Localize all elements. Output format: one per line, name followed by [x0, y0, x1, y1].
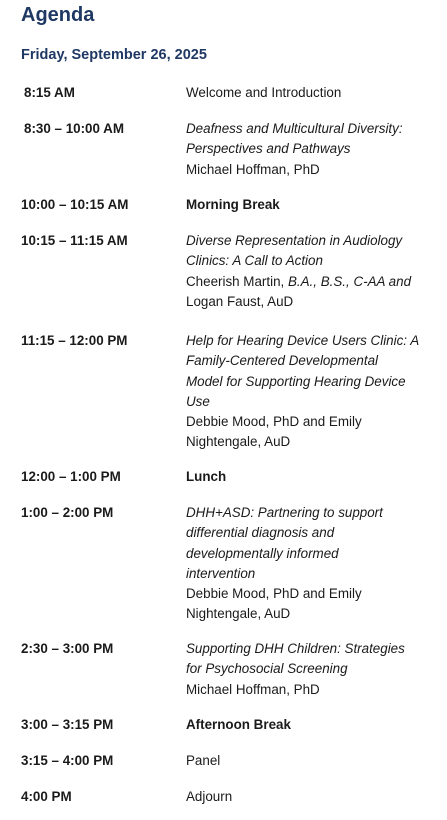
session-speaker: Nightengale, AuD — [186, 606, 291, 622]
session-title: Supporting DHH Children: Strategies — [186, 641, 405, 656]
session-content — [186, 787, 436, 807]
session-title: Welcome and Introduction — [186, 85, 342, 100]
session-title: Adjourn — [186, 789, 233, 804]
session-title: DHH+ASD: Partnering to support — [186, 505, 383, 520]
session-title: Model for Supporting Hearing Device — [186, 373, 406, 389]
session-speaker — [186, 272, 436, 292]
session-title: Afternoon Break — [186, 717, 291, 732]
session-title: Use — [186, 393, 210, 409]
session-content — [186, 119, 436, 180]
session-title: Diverse Representation in Audiology — [186, 233, 403, 248]
session-time: 1:00 – 2:00 PM — [21, 505, 114, 520]
session-time: 3:15 – 4:00 PM — [21, 753, 114, 768]
session-title: Help for Hearing Device Users Clinic: A — [186, 333, 420, 348]
session-speaker: Michael Hoffman, PhD — [186, 161, 320, 177]
session-content — [186, 231, 436, 312]
session-title: for Psychosocial Screening — [186, 661, 348, 677]
session-title: Family-Centered Developmental — [186, 353, 379, 369]
session-speaker: Debbie Mood, PhD and Emily — [186, 586, 362, 602]
speaker-name: Cheerish Martin, — [186, 273, 288, 289]
session-title: Perspectives and Pathways — [186, 141, 351, 157]
session-speaker: Michael Hoffman, PhD — [186, 681, 320, 697]
session-title: Panel — [186, 753, 221, 768]
session-speaker: Nightengale, AuD — [186, 434, 291, 450]
session-time: 12:00 – 1:00 PM — [21, 469, 121, 484]
session-title: differential diagnosis and — [186, 525, 335, 541]
session-content — [186, 467, 436, 487]
session-title: Morning Break — [186, 197, 280, 212]
session-time: 11:15 – 12:00 PM — [21, 333, 128, 348]
session-time: 3:00 – 3:15 PM — [21, 717, 114, 732]
session-content — [186, 331, 436, 453]
session-speaker: Logan Faust, AuD — [186, 293, 294, 309]
session-time: 4:00 PM — [21, 789, 72, 804]
session-title: intervention — [186, 565, 256, 581]
session-content — [186, 503, 436, 625]
session-content — [186, 639, 436, 700]
speaker-credentials: B.A., B.S., C-AA and — [287, 273, 412, 289]
session-title: Lunch — [186, 469, 227, 484]
session-time: 10:00 – 10:15 AM — [21, 197, 129, 212]
session-time: 8:15 AM — [24, 85, 75, 100]
session-title: developmentally informed — [186, 545, 339, 561]
agenda-date: Friday, September 26, 2025 — [21, 47, 207, 63]
page-title: Agenda — [21, 4, 95, 26]
session-speaker: Debbie Mood, PhD and Emily — [186, 414, 362, 430]
session-time: 10:15 – 11:15 AM — [21, 233, 128, 248]
session-content — [186, 715, 436, 735]
session-content — [186, 83, 436, 103]
session-content — [186, 751, 436, 771]
session-time: 8:30 – 10:00 AM — [24, 121, 124, 136]
session-title: Clinics: A Call to Action — [186, 253, 323, 269]
session-content — [186, 195, 436, 215]
session-time: 2:30 – 3:00 PM — [21, 641, 114, 656]
session-title: Deafness and Multicultural Diversity: — [186, 121, 403, 136]
